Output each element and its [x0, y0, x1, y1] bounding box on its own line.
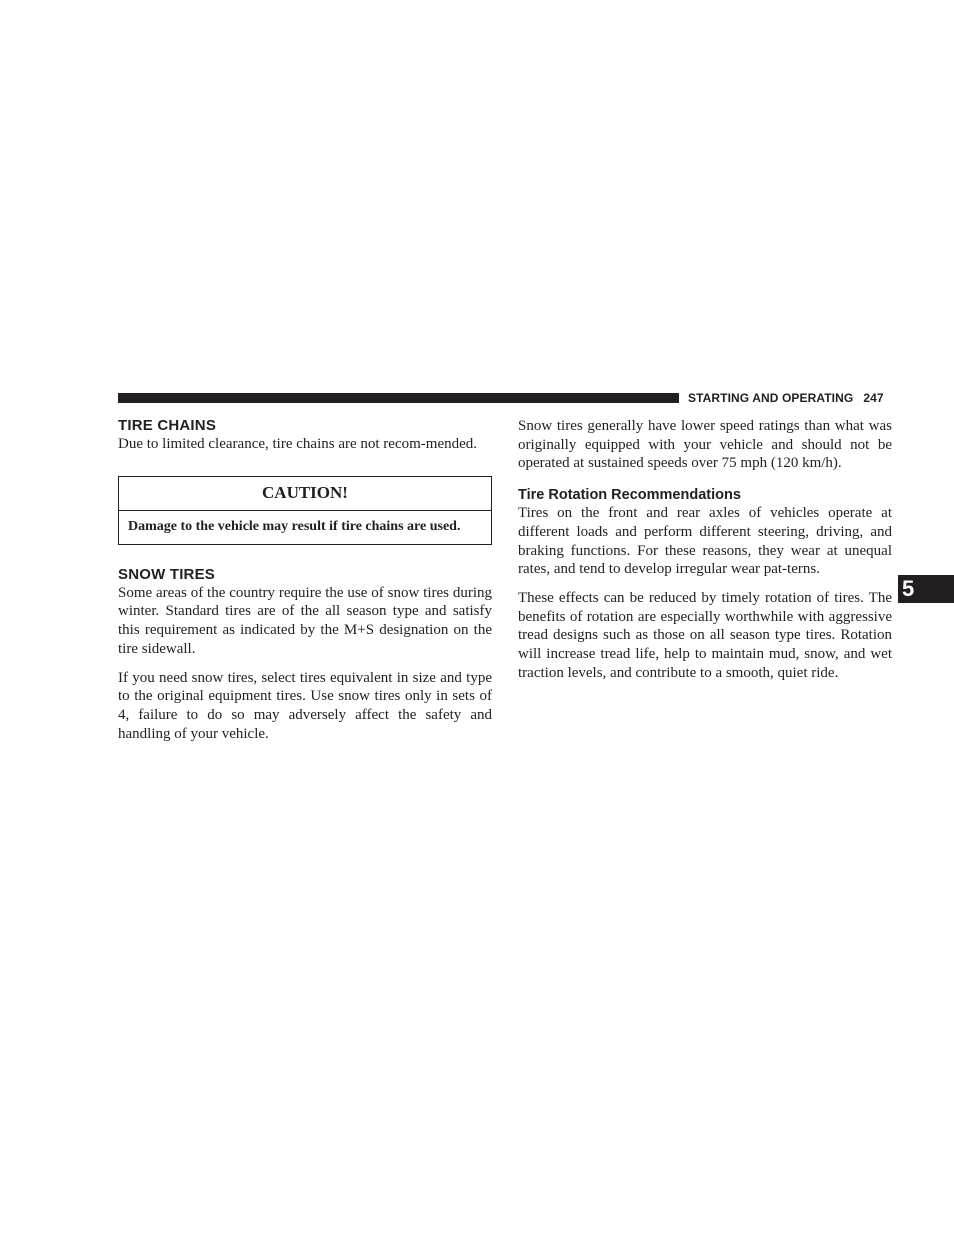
right-column [518, 417, 892, 682]
tire-rotation-paragraph-2: These effects can be reduced by timely rotation of tires. The benefits of rotation are especially worthwhile with aggressive tread designs such as those on all season type tires. Rotation will increase tread life, help to maintain mud, snow, and wet traction levels, and contribute to a smooth, quiet ride. [518, 589, 892, 681]
tire-chains-heading: TIRE CHAINS [118, 417, 217, 434]
running-header [688, 390, 898, 406]
tire-rotation-paragraph-1: Tires on the front and rear axles of vehicles operate at different loads and perform different steering, driving, and braking functions. For these reasons, they wear at unequal rates, and tend to develop irregular wear pat-terns. [518, 505, 892, 578]
snow-tires-heading: SNOW TIRES [118, 565, 216, 583]
section-title: STARTING AND OPERATING [688, 391, 854, 405]
caution-title: CAUTION! [119, 477, 491, 511]
caution-body: Damage to the vehicle may result if tire chains are used. [128, 518, 461, 534]
tire-chains-paragraph: Due to limited clearance, tire chains are not recom-mended. [118, 436, 478, 452]
speed-rating-paragraph: Snow tires generally have lower speed ratings than what was originally equipped with your vehicle and should not be operated at sustained speeds over 75 mph (120 km/h). [518, 418, 892, 472]
page-number: 247 [863, 391, 884, 405]
caution-box [118, 476, 492, 545]
snow-tires-paragraph-1: Some areas of the country require the use of snow tires during winter. Standard tires are of the all season type and satisfy this requirement as indicated by the M+S designation on the tire sidewall. [118, 584, 492, 657]
header-rule [118, 393, 679, 403]
tire-rotation-heading: Tire Rotation Recommendations [518, 487, 741, 504]
chapter-tab: 5 [898, 575, 954, 603]
left-column [118, 417, 492, 743]
snow-tires-paragraph-2: If you need snow tires, select tires equivalent in size and type to the original equipment tires. Use snow tires only in sets of 4, failure to do so may adversely affect the safety and handling of your vehicle. [118, 669, 492, 742]
